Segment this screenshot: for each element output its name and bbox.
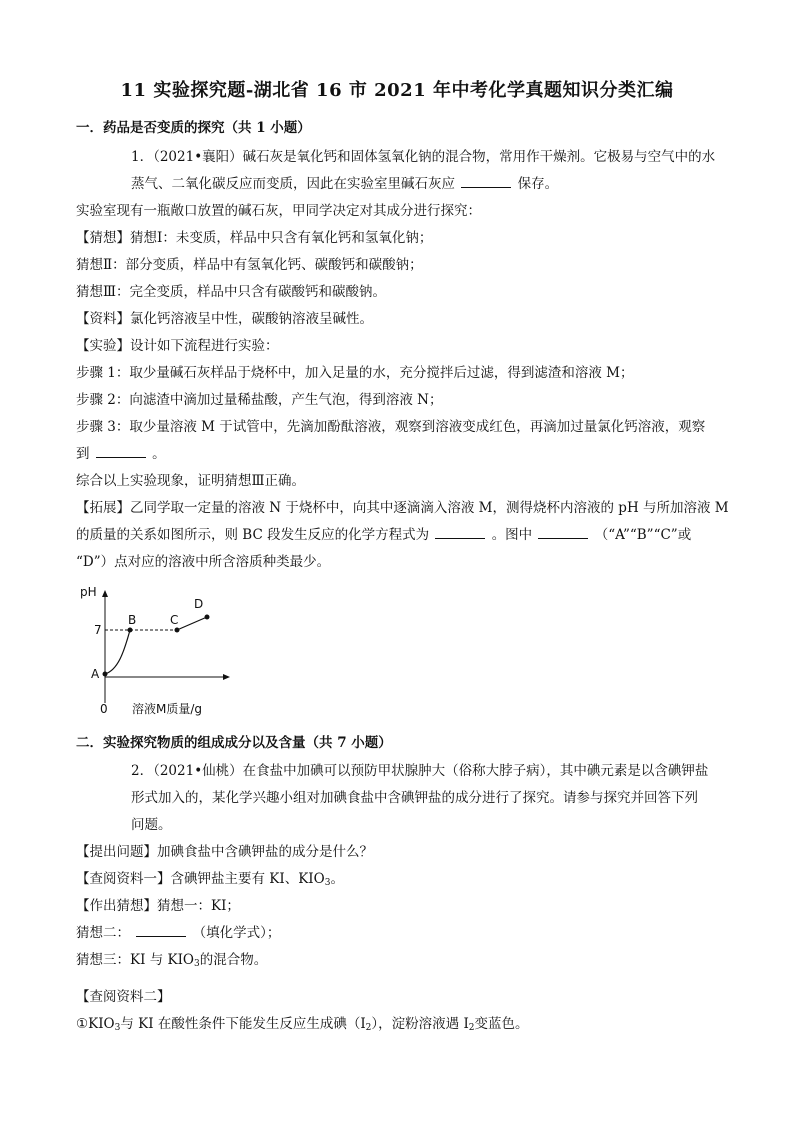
y-tick-7: 7 [94, 623, 102, 637]
answer-blank[interactable] [538, 526, 588, 539]
step3-to: 到 [76, 446, 90, 462]
point-d [205, 615, 210, 620]
g3-text [76, 948, 267, 969]
point-c [175, 628, 180, 633]
g3-main: 猜想三：KI 与 KIO [76, 952, 194, 968]
point-b [128, 628, 133, 633]
page-title: 11 实验探究题-湖北省 16 市 2021 年中考化学真题知识分类汇编 [120, 80, 674, 101]
r2-part3: ），淀粉溶液遇 I [371, 1016, 469, 1032]
step1-text: 步骤 1：取少量碱石灰样品于烧杯中，加入足量的水，充分搅拌后过滤，得到滤渣和溶液 M； [76, 365, 634, 381]
r2-part4: 变蓝色。 [474, 1016, 529, 1032]
g3-end: 的混合物。 [199, 952, 268, 968]
ext2-text [76, 523, 691, 543]
guess3-text: 猜想Ⅲ：完全变质，样品中只含有碳酸钙和碳酸钠。 [76, 284, 387, 300]
y-axis-label: pH [80, 585, 97, 599]
ext1-text: 【拓展】乙同学取一定量的溶液 N 于烧杯中，向其中逐滴滴入溶液 M，测得烧杯内溶液的 pH 与所加溶液 M [76, 500, 729, 516]
ext2-part1: 的质量的关系如图所示，则 BC 段发生反应的化学方程式为 [76, 527, 430, 543]
answer-blank[interactable] [461, 175, 511, 188]
q1-line2-end: 保存。 [517, 176, 559, 192]
step3-period: 。 [152, 446, 166, 462]
ref1-end: 。 [330, 871, 344, 887]
r2-sub2: 2 [365, 1023, 372, 1033]
x-axis-label: 溶液M质量/g [132, 702, 203, 716]
ref2-text: 【查阅资料二】 [76, 989, 171, 1005]
label-d: D [194, 597, 204, 611]
section2-heading: 二．实验探究物质的组成成分以及含量（共 7 小题） [76, 735, 392, 751]
ext3-text: “D”）点对应的溶液中所含溶质种类最少。 [76, 554, 331, 570]
x-axis-arrow [223, 674, 230, 680]
r2-part2: 与 KI 在酸性条件下能发生反应生成碘（I [120, 1016, 366, 1032]
step3-text: 步骤 3：取少量溶液 M 于试管中，先滴加酚酞溶液，观察到溶液变成红色，再滴加过量氯化钙溶液，观察 [76, 419, 706, 435]
r2-sub3: 2 [468, 1023, 475, 1033]
ext2-part3: （“A”“B”“C”或 [594, 527, 692, 543]
q2-line2: 形式加入的，某化学兴趣小组对加碘食盐中含碘钾盐的成分进行了探究。请参与探究并回答下列 [131, 790, 698, 806]
info-text: 【资料】氯化钙溶液呈中性，碳酸钠溶液呈碱性。 [76, 311, 373, 327]
g3-subscript: 3 [194, 959, 200, 969]
r2-sub1: 3 [114, 1023, 121, 1033]
origin-label: 0 [100, 702, 108, 716]
ref1-main: 【查阅资料一】含碘钾盐主要有 KI、KIO [76, 871, 325, 887]
guess2-text: 猜想Ⅱ：部分变质，样品中有氢氧化钙、碳酸钙和碳酸钠； [76, 257, 423, 273]
r2-part1: ①KIO [76, 1016, 115, 1032]
label-b: B [128, 613, 137, 627]
g2-hint: （填化学式）； [192, 925, 281, 941]
answer-blank[interactable] [435, 526, 485, 539]
q2-line1: 2．（2021•仙桃）在食盐中加碘可以预防甲状腺肿大（俗称大脖子病），其中碘元素是以含碘钾盐 [131, 763, 709, 779]
point-a [103, 672, 108, 677]
ref2-item1 [76, 1012, 529, 1033]
ext2-part2: 。图中 [491, 527, 533, 543]
q2-line3: 问题。 [131, 817, 172, 833]
g2-text [76, 921, 280, 941]
step2-text: 步骤 2：向滤渣中滴加过量稀盐酸，产生气泡，得到溶液 N； [76, 392, 443, 408]
conclusion-text: 综合以上实验现象，证明猜想Ⅲ正确。 [76, 473, 306, 489]
ref1-text [76, 867, 344, 888]
question-text: 【提出问题】加碘食盐中含碘钾盐的成分是什么？ [76, 844, 373, 860]
q1-line2 [131, 172, 558, 192]
g2-label: 猜想二： [76, 925, 130, 941]
label-c: C [170, 613, 179, 627]
line-cd [177, 617, 207, 630]
step3-continuation [76, 442, 166, 462]
section1-heading: 一．药品是否变质的探究（共 1 小题） [76, 120, 311, 136]
g1-text: 【作出猜想】猜想一：KI； [76, 898, 240, 914]
guess1-text: 【猜想】猜想Ⅰ：未变质，样品中只含有氧化钙和氢氧化钠； [76, 230, 433, 246]
y-axis-arrow [102, 590, 108, 597]
answer-blank[interactable] [136, 924, 186, 937]
curve-ab [105, 630, 130, 674]
ref1-subscript: 3 [324, 878, 331, 888]
answer-blank[interactable] [96, 445, 146, 458]
label-a: A [91, 667, 100, 681]
q1-line2-text: 蒸气、二氧化碳反应而变质，因此在实验室里碱石灰应 [131, 176, 455, 192]
q1-line1: 1．（2021•襄阳）碱石灰是氧化钙和固体氢氧化钠的混合物，常用作干燥剂。它极易与空气中的水 [131, 149, 716, 165]
intro-text: 实验室现有一瓶敞口放置的碱石灰，甲同学决定对其成分进行探究： [76, 203, 481, 219]
ph-chart [70, 582, 230, 720]
exp-text: 【实验】设计如下流程进行实验： [76, 338, 279, 354]
